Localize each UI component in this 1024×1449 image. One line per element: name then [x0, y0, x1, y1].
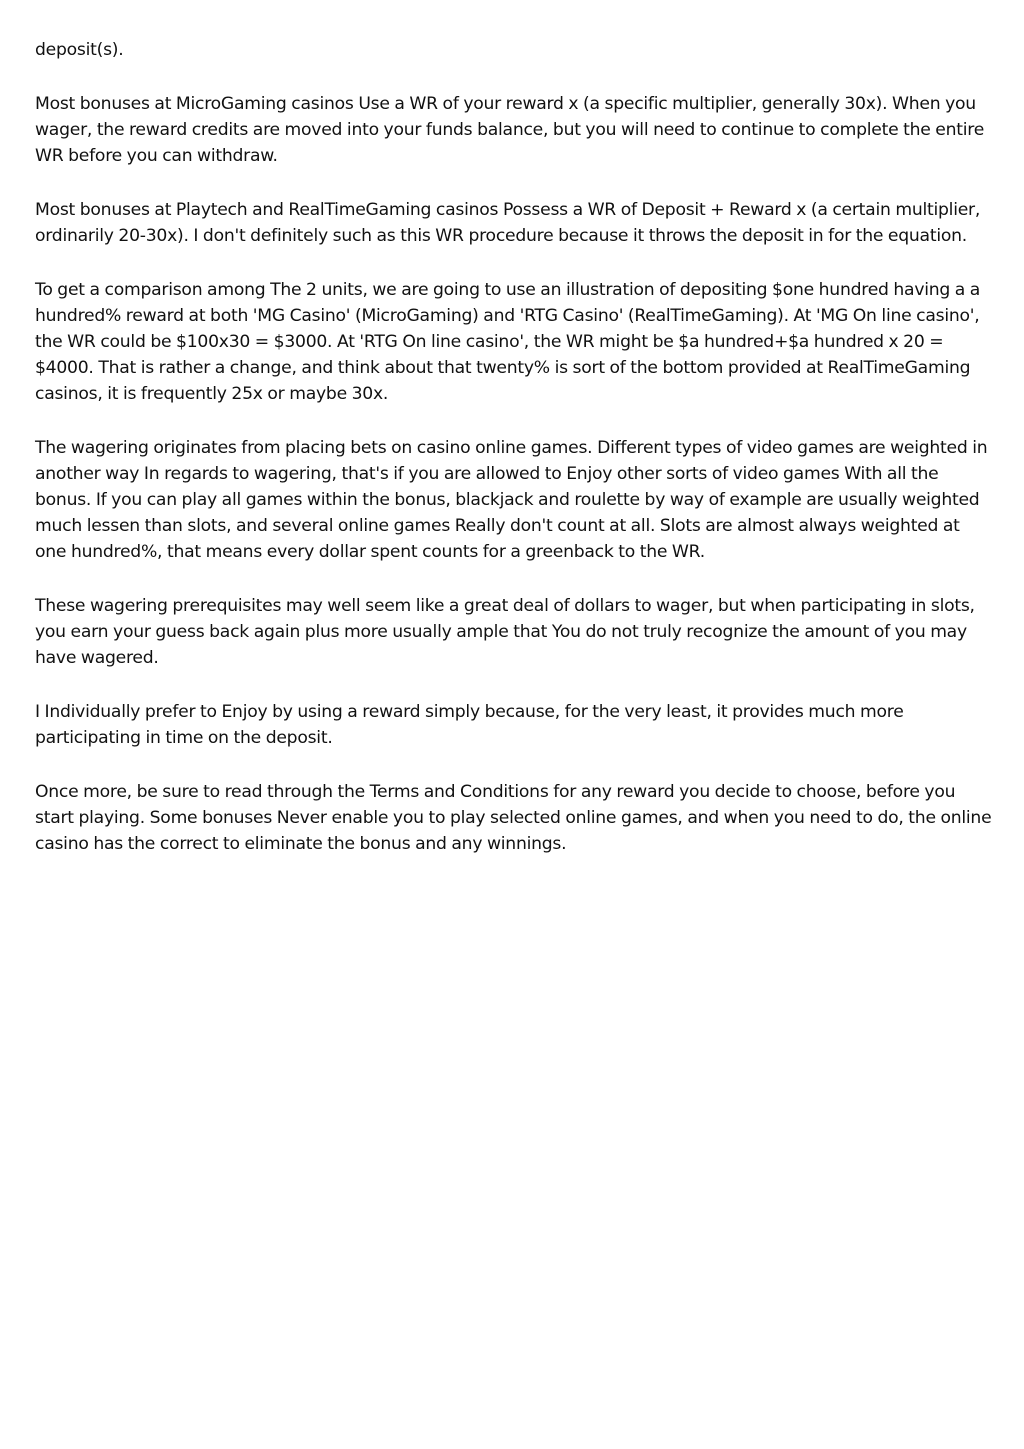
paragraph-wagering-requirements: These wagering prerequisites may well seem like a great deal of dollars to wager, but when participating in slots, you earn your guess back again plus more usually ample that You do not truly recognize the amount of you may have wagered. — [35, 596, 975, 668]
paragraph-playtech-rtg-wr: Most bonuses at Playtech and RealTimeGaming casinos Possess a WR of Deposit + Reward x (a certain multiplier, ordinarily 20-30x). I don't definitely such as this WR procedure because it throws the deposit in for the equation. — [35, 200, 981, 246]
paragraph-personal-preference: I Individually prefer to Enjoy by using a reward simply because, for the very least, it provides much more participating in time on the deposit. — [35, 702, 904, 748]
paragraph-terms-conditions: Once more, be sure to read through the Terms and Conditions for any reward you decide to choose, before you start playing. Some bonuses Never enable you to play selected online games, and when you need to do, the online casino has the correct to eliminate the bonus and any winnings. — [35, 782, 992, 854]
paragraph-game-weighting: The wagering originates from placing bets on casino online games. Different types of video games are weighted in another way In regards to wagering, that's if you are allowed to Enjoy other sorts of video games With all the bonus. If you can play all games within the bonus, blackjack and roulette by way of example are usually weighted much lessen than slots, and several online games Really don't count at all. Slots are almost always weighted at one hundred%, that means every dollar spent counts for a greenback to the WR. — [35, 438, 988, 562]
paragraph-microgaming-wr: Most bonuses at MicroGaming casinos Use a WR of your reward x (a specific multiplier, generally 30x). When you wager, the reward credits are moved into your funds balance, but you will need to continue to complete the entire WR before you can withdraw. — [35, 94, 985, 166]
document-body — [35, 37, 995, 885]
paragraph-comparison-example: To get a comparison among The 2 units, we are going to use an illustration of depositing $one hundred having a a hundred% reward at both 'MG Casino' (MicroGaming) and 'RTG Casino' (RealTimeGaming). At 'MG On line casino', the WR could be $100x30 = $3000. At 'RTG On line casino', the WR might be $a hundred+$a hundred x 20 = $4000. That is rather a change, and think about that twenty% is sort of the bottom provided at RealTimeGaming casinos, it is frequently 25x or maybe 30x. — [35, 280, 981, 404]
paragraph-deposit-continuation: deposit(s). — [35, 40, 124, 60]
